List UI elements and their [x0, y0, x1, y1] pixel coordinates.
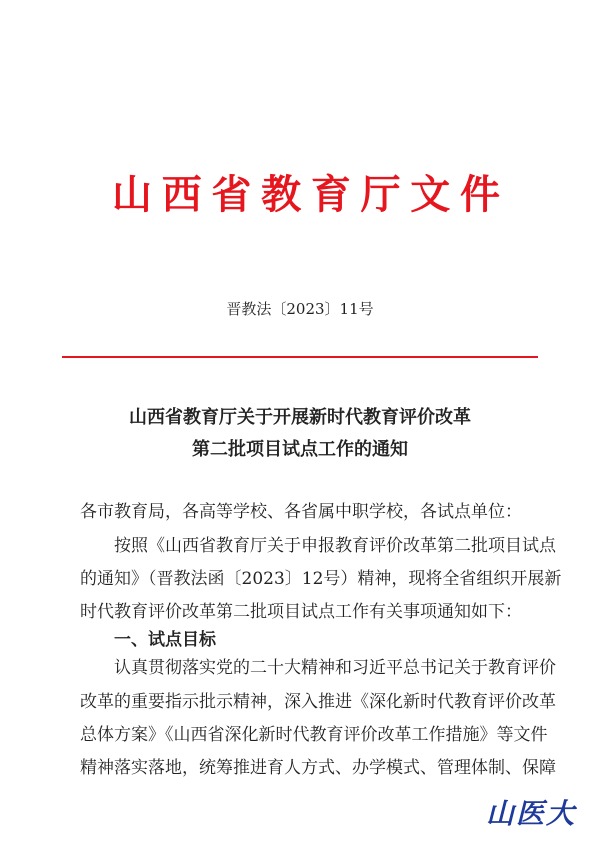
body-line: 精神落实落地，统筹推进育人方式、办学模式、管理体制、保障	[80, 758, 556, 778]
watermark-logo: 山医大	[486, 797, 577, 830]
body-line: 时代教育评价改革第二批项目试点工作有关事项通知如下：	[80, 602, 522, 622]
document-number: 晋教法〔2023〕11号	[226, 300, 374, 318]
section-heading: 一、试点目标	[114, 630, 216, 650]
red-divider	[62, 356, 538, 358]
notice-title-line-2: 第二批项目试点工作的通知	[192, 439, 408, 460]
body-line: 认真贯彻落实党的二十大精神和习近平总书记关于教育评价	[114, 658, 556, 678]
addressee: 各市教育局，各高等学校、各省属中职学校，各试点单位：	[80, 502, 522, 522]
notice-title-line-1: 山西省教育厅关于开展新时代教育评价改革	[129, 407, 471, 428]
body-line: 的通知》（晋教法函〔2023〕12号）精神，现将全省组织开展新	[80, 569, 562, 589]
body-line: 总体方案》《山西省深化新时代教育评价改革工作措施》等文件	[80, 725, 548, 745]
document-header-title: 山西省教育厅文件	[112, 171, 504, 218]
body-line: 改革的重要指示批示精神，深入推进《深化新时代教育评价改革	[80, 692, 556, 712]
body-line: 按照《山西省教育厅关于申报教育评价改革第二批项目试点	[114, 536, 556, 556]
